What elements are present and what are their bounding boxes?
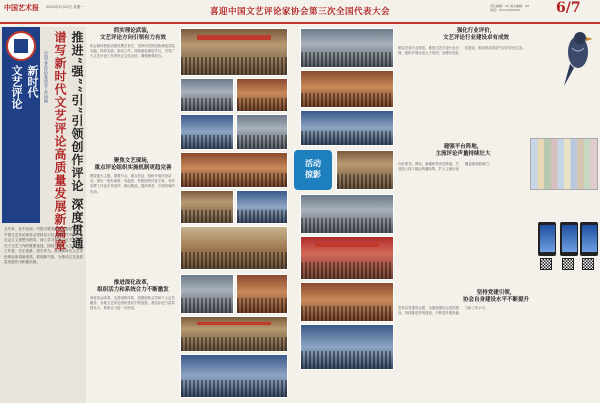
photo-ceremony	[336, 150, 394, 190]
section-heading-industry: 强化行业评价， 文艺评论行业建设卓有成效	[442, 28, 509, 41]
publications-shelf-image	[530, 138, 598, 190]
photo-discussion	[300, 28, 394, 68]
newspaper-logo: 中国艺术报	[4, 3, 39, 12]
photo-seminar	[180, 114, 234, 150]
article-text-reform: 深化协会改革，完善组织体系，加强团体会员和个人会员服务，各地文艺评论组织建设不断加强，基层评论力量持续壮大，系统合力进一步形成。	[90, 296, 175, 311]
headline-main: 谱写新时代文艺评论高质量发展新篇章	[53, 31, 67, 252]
badge-line-1: 活动	[305, 158, 321, 168]
left-column	[0, 27, 86, 403]
masthead	[0, 0, 600, 24]
headline-secondary: 推进“强”“引”引领创作评论 深度贯通	[70, 31, 84, 250]
photo-plenary	[180, 354, 288, 398]
photo-symposium	[236, 274, 288, 314]
photo-forum	[236, 78, 288, 112]
photo-main-stage	[300, 324, 394, 370]
section-heading-theory: 抓实理论武装， 文艺评论方向引领有力有效	[99, 28, 166, 41]
theme-banner	[2, 27, 40, 223]
section-heading-party: 坚持党建引领， 协会自身建设水平不断提升	[462, 290, 529, 303]
issue-date: 2024年5月20日 星期一	[46, 5, 84, 9]
section-heading-scene: 聚焦文艺现场， 重点评论组织实施机制更趋完善	[94, 158, 172, 171]
page-number: 6/7	[556, 0, 581, 16]
photo-assembly	[180, 316, 288, 352]
qr-code-3	[582, 258, 594, 270]
mobile-app-screenshot-3	[580, 222, 598, 256]
article-text-industry: 制定完善行业规范，推进文艺评论行业自律，组织开展评论人才培训，加强评论队伍建设，推动形成风清气正的评论生态。	[398, 46, 526, 56]
photo-panel	[236, 114, 288, 150]
banner-subtitle: 中国文艺评论家协会工作回顾	[44, 51, 49, 103]
photo-conference-hall	[180, 28, 288, 76]
photo-group-portrait	[180, 226, 288, 270]
article-text-platform: 办好报刊、网站、新媒体等评论阵地，打造线上线下融合传播矩阵，扩大主流评论覆盖面和影响力。	[398, 162, 493, 172]
photo-lecture	[180, 190, 234, 224]
right-column	[398, 28, 598, 400]
qr-code-1	[540, 258, 552, 270]
photo-gathering	[180, 152, 288, 188]
photo-meeting-room	[180, 78, 234, 112]
mobile-app-screenshot-2	[560, 222, 578, 256]
banner-title-1: 新时代	[26, 65, 39, 98]
photo-workshop	[236, 190, 288, 224]
photo-training	[300, 110, 394, 146]
middle-column	[90, 28, 288, 400]
photo-council	[300, 194, 394, 234]
banner-title-2: 文艺评论	[10, 65, 23, 109]
mobile-app-screenshot-1	[538, 222, 556, 256]
photo-roundtable	[180, 274, 234, 314]
photo-award-event	[300, 236, 394, 280]
article-text-scene: 围绕重大主题、重要节点、重点作品，组织开展评论活动，推出一批有深度、有温度、有锐度的评论文章，有效发挥了评论引导创作、推出精品、提高审美、引领风尚的作用。	[90, 174, 175, 194]
article-text-party: 坚持以党建带会建，全面加强协会党的建设，持续推进作风建设，不断提升服务能力和工作水平。	[398, 306, 489, 316]
activity-snapshot-badge	[294, 150, 332, 190]
photo-audience	[300, 282, 394, 322]
article-body-left: 五年来，在中宣部、中国文联党组的坚强领导下，中国文艺评论家协会坚持以习近平新时代中国特色社会主义思想为指导，深入学习贯彻习近平总书记关于文艺工作的重要论述，团结引领广大文艺评论工作者，守正创新、担当作为，推动新时代文艺评论事业取得新成绩，展现新气象，为推动文艺高质量发展作出积极贡献。	[4, 227, 84, 264]
photo-exchange	[300, 70, 394, 108]
article-text-theory: 协会始终把政治建设摆在首位，坚持用党的创新理论武装头脑、指导实践、推动工作，持续深化理论学习，引导广大文艺评论工作者坚定文化自信，增强使命担当。	[90, 44, 175, 59]
page-title: 喜迎中国文艺评论家协会第三次全国代表大会	[209, 7, 390, 17]
qr-code-2	[562, 258, 574, 270]
section-heading-reform: 推进深化改革， 组织活力和系统合力不断激发	[97, 280, 169, 293]
association-emblem-icon	[6, 31, 36, 61]
section-heading-platform: 建强平台阵地， 主流评论声量持续壮大	[435, 144, 491, 157]
badge-line-2: 掠影	[305, 169, 321, 179]
editor-info: 责任编辑：XX 美术编辑：XX 电话：010-XXXXXXX	[490, 4, 530, 12]
